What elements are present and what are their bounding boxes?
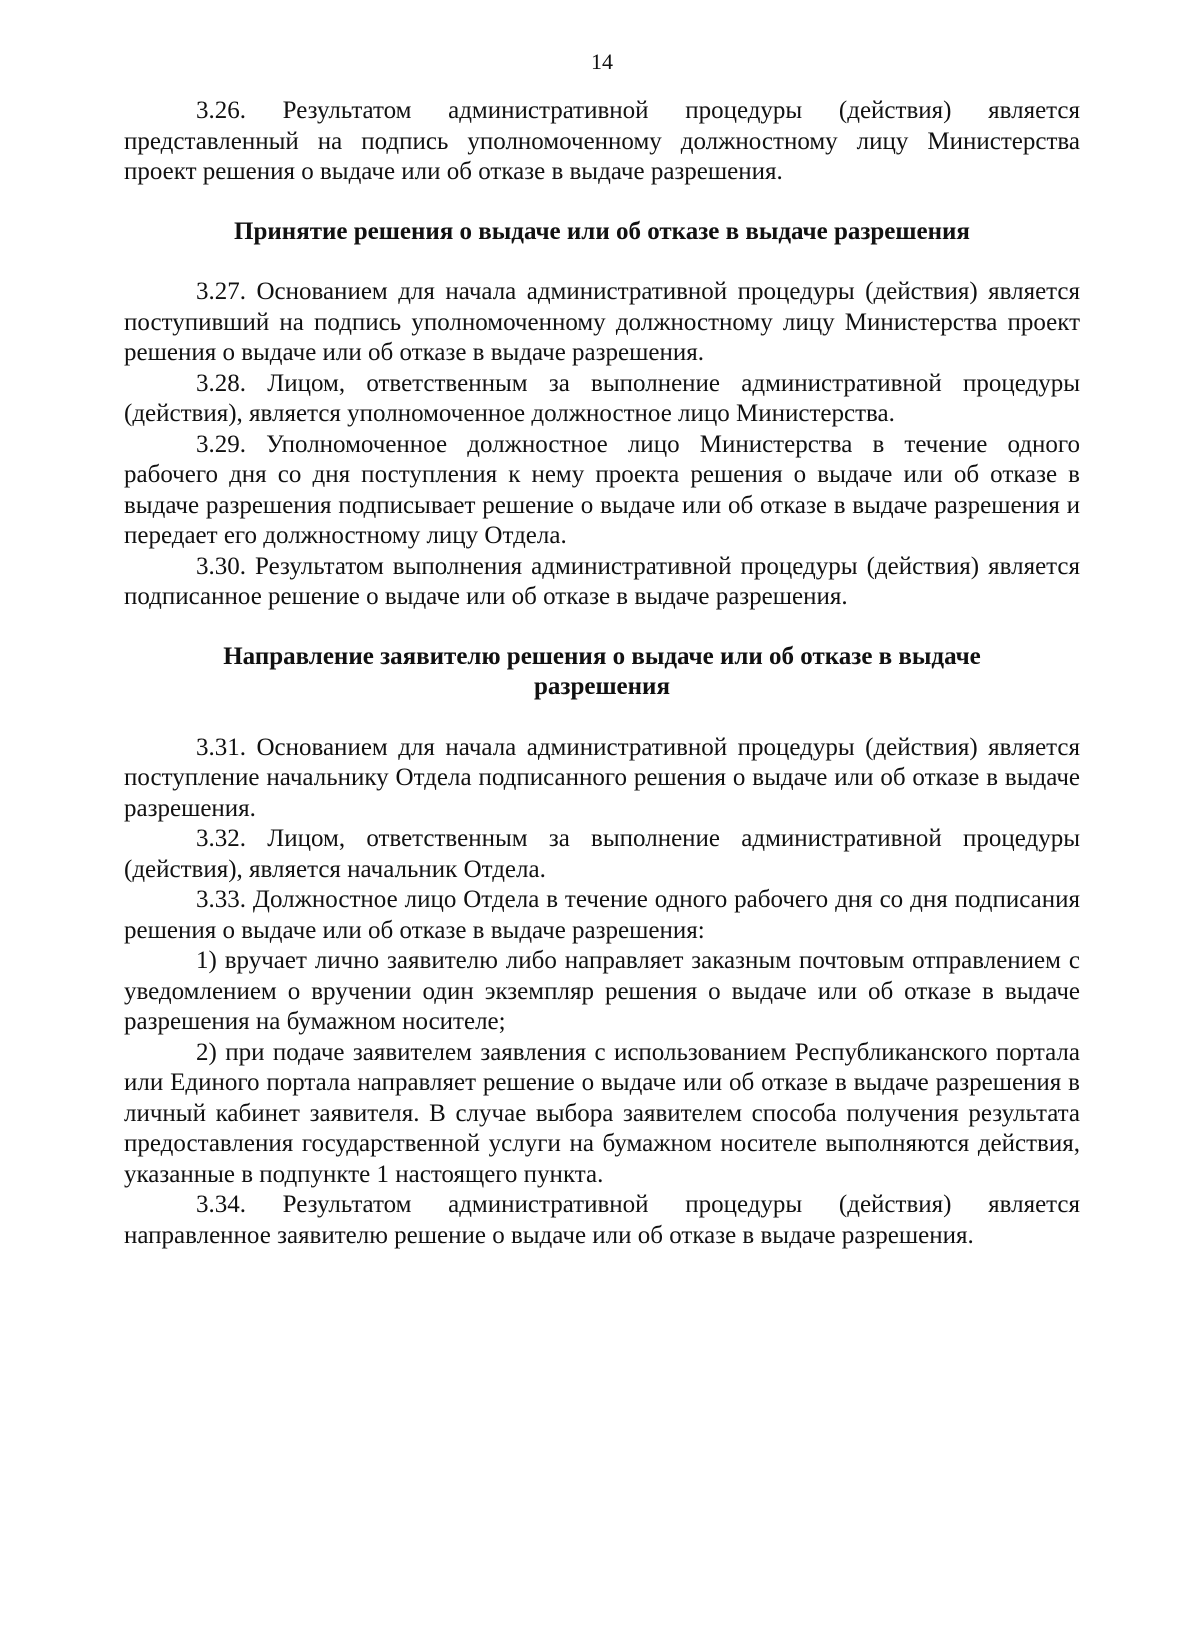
- paragraph-3-30: 3.30. Результатом выполнения административной процедуры (действия) является подписанное решение о выдаче или об отказе в выдаче разрешения.: [124, 552, 1080, 610]
- paragraph-3-31: 3.31. Основанием для начала административной процедуры (действия) является поступление начальнику Отдела подписанного решения о выдаче или об отказе в выдаче разрешения.: [124, 733, 1080, 822]
- paragraph-3-27: 3.27. Основанием для начала административной процедуры (действия) является поступивший на подпись уполномоченному должностному лицу Министерства проект решения о выдаче или об отказе в выдаче разрешения.: [124, 278, 1080, 366]
- page-number: 14: [591, 49, 613, 74]
- subitem-2: 2) при подаче заявителем заявления с использованием Республиканского портала или Единого портала направляет решение о выдаче или об отказе в выдаче разрешения в личный кабинет заявителя. В случае выбора заявителем способа получения результата предоставления государственной услуги на бумажном носителе выполняются действия, указанные в подпункте 1 настоящего пункта.: [124, 1038, 1080, 1188]
- section-heading-decision: Принятие решения о выдаче или об отказе в выдаче разрешения: [234, 217, 970, 245]
- subitem-1: 1) вручает лично заявителю либо направляет заказным почтовым отправлением с уведомлением о вручении один экземпляр решения о выдаче или об отказе в выдаче разрешения на бумажном носителе;: [124, 947, 1080, 1035]
- paragraph-3-34: 3.34. Результатом административной процедуры (действия) является направленное заявителю решение о выдаче или об отказе в выдаче разрешения.: [124, 1191, 1080, 1249]
- paragraph-3-29: 3.29. Уполномоченное должностное лицо Министерства в течение одного рабочего дня со дня поступления к нему проекта решения о выдаче или об отказе в выдаче разрешения подписывает решение о выдаче или об отказе в выдаче разрешения и передает его должностному лицу Отдела.: [124, 430, 1080, 549]
- paragraph-3-32: 3.32. Лицом, ответственным за выполнение административной процедуры (действия), является начальник Отдела.: [124, 825, 1080, 883]
- section-heading-sending: Направление заявителю решения о выдаче или об отказе в выдаче разрешения: [223, 642, 981, 700]
- paragraph-3-33: 3.33. Должностное лицо Отдела в течение одного рабочего дня со дня подписания решения о выдаче или об отказе в выдаче разрешения:: [124, 886, 1080, 944]
- paragraph-3-26: 3.26. Результатом административной процедуры (действия) является представленный на подпись уполномоченному должностному лицу Министерства проект решения о выдаче или об отказе в выдаче разрешения.: [124, 97, 1080, 185]
- paragraph-3-28: 3.28. Лицом, ответственным за выполнение административной процедуры (действия), является уполномоченное должностное лицо Министерства.: [124, 369, 1080, 427]
